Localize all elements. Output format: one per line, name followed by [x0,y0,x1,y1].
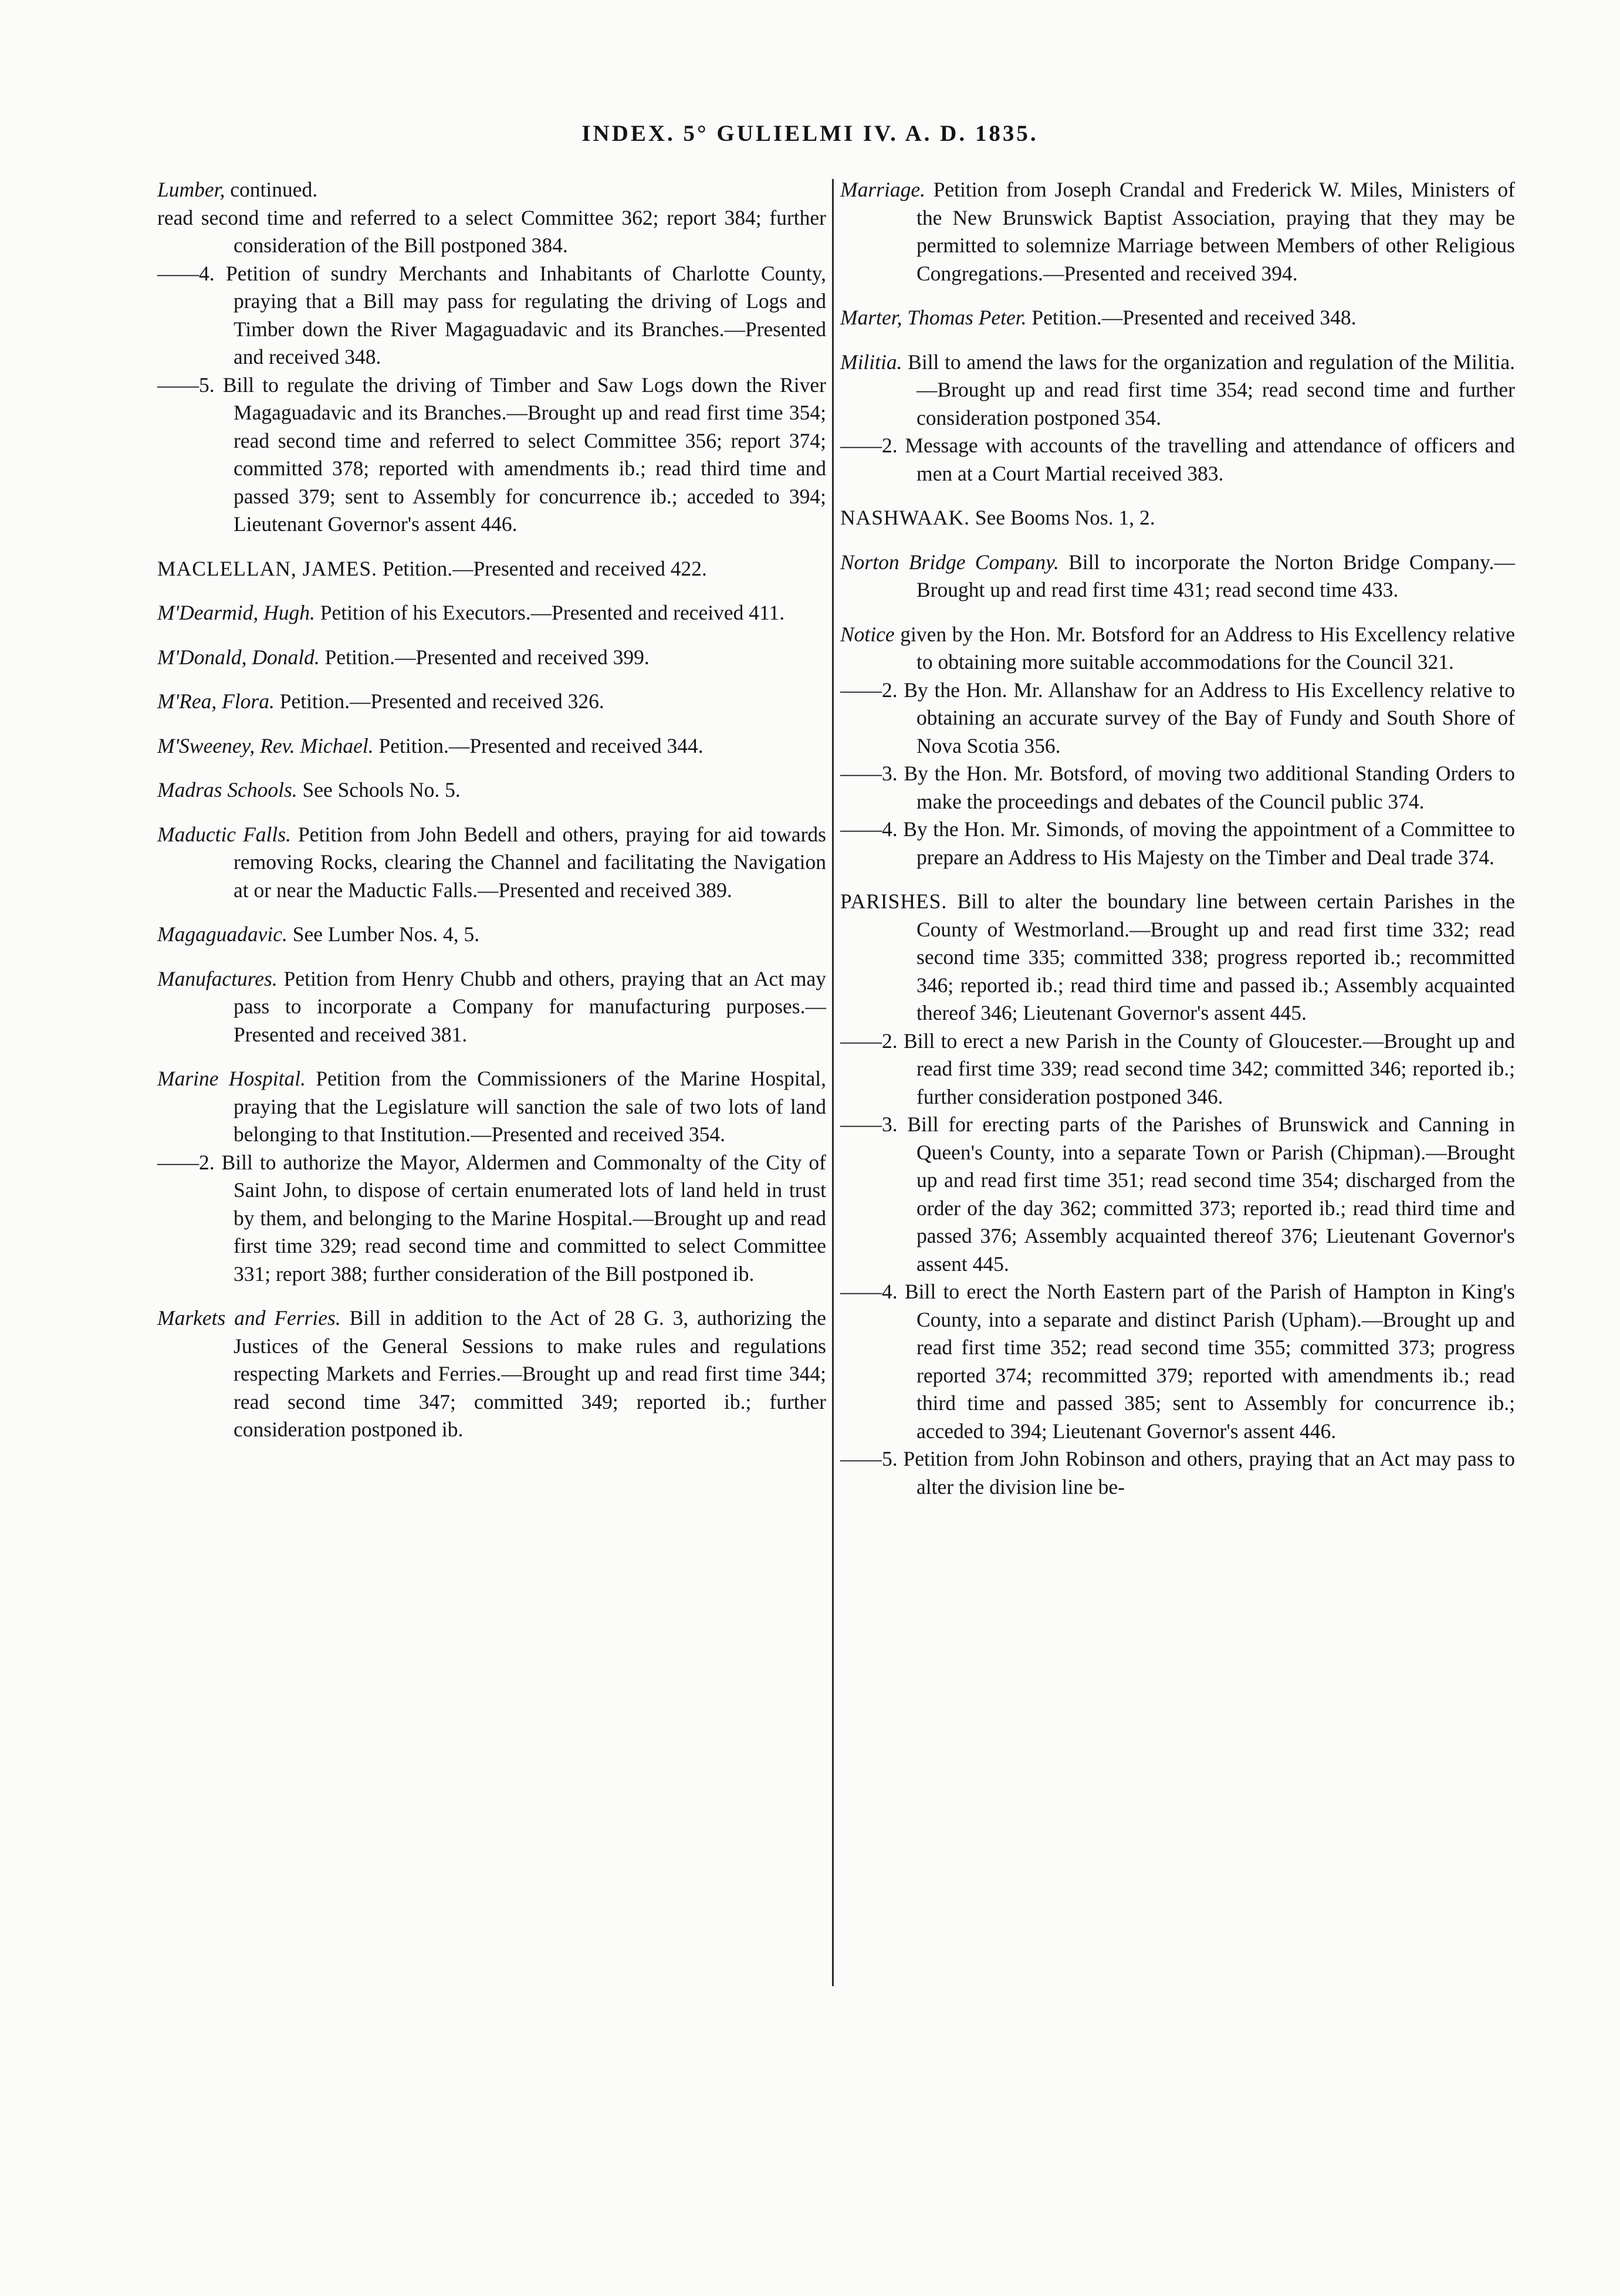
index-entry [157,1149,826,1289]
entry-heading: Notice [840,622,895,646]
index-entry [840,349,1515,432]
index-entry [157,688,826,716]
entry-heading: Manufactures. [157,966,278,990]
entry-heading: M'Dearmid, Hugh. [157,601,315,624]
index-entry [157,371,826,539]
entry-text: See Booms Nos. 1, 2. [970,506,1155,529]
entry-heading: Marine Hospital. [157,1067,306,1090]
entry-text: Petition from John Bedell and others, praying for aid towards removing Rocks, clearing the Channel and facilitating the Navigation at or near the Maductic Falls.—Presented and received 389. [234,822,826,902]
entry-heading: M'Donald, Donald. [157,645,320,669]
entry-heading: Militia. [840,350,902,374]
index-entry [157,1065,826,1149]
entry-text: Petition.—Presented and received 399. [319,645,650,669]
entry-heading: Magaguadavic. [157,922,288,946]
index-entry [157,204,826,260]
entry-text: See Lumber Nos. 4, 5. [287,922,480,946]
entry-text: ——4. Petition of sundry Merchants and Inhabitants of Charlotte County, praying that a Bill may pass for regulating the driving of Logs and Timber down the River Magaguadavic and its Branches.—Presented and received 348. [157,261,826,368]
index-entry [840,176,1515,288]
entry-text: Petition from the Commissioners of the Marine Hospital, praying that the Legislature will sanction the sale of two lots of land belonging to that Institution.—Presented and received 354. [234,1067,826,1146]
entry-text: Petition from Henry Chubb and others, praying that an Act may pass to incorporate a Company for manufacturing purposes.—Presented and received 381. [234,966,826,1046]
entry-text: Petition.—Presented and received 344. [373,733,704,758]
index-entry [157,821,826,905]
entry-text: Bill to incorporate the Norton Bridge Company.—Brought up and read first time 431; read second time 433. [916,550,1516,601]
index-entry [157,732,826,760]
index-entry [157,965,826,1049]
index-entry [157,776,826,804]
entry-text: ——5. Petition from John Robinson and others, praying that an Act may pass to alter the division line be- [840,1447,1515,1499]
index-entry [157,644,826,672]
entry-text: ——2. Bill to erect a new Parish in the County of Gloucester.—Brought up and read first time 339; read second time 342; committed 346; reported ib.; further consideration postponed 346. [840,1029,1515,1108]
entry-heading: M'Rea, Flora. [157,689,275,713]
index-entry [157,1304,826,1444]
entry-text: ——2. Bill to authorize the Mayor, Aldermen and Commonalty of the City of Saint John, to dispose of certain enumerated lots of land held in trust by them, and belonging to the Marine Hospital.—Brought up and read first time 329; read second time and committed to select Committee 331; report 388; further consideration of the Bill postponed ib. [157,1150,826,1286]
index-entry [840,1278,1515,1445]
index-entry [840,816,1515,871]
column-divider [832,179,834,1986]
entry-heading: M'Sweeney, Rev. Michael. [157,733,374,758]
index-entry [157,176,826,204]
entry-heading: Markets and Ferries. [157,1306,341,1330]
left-column [157,176,826,1460]
entry-text: Petition.—Presented and received 326. [274,689,604,713]
entry-text: Petition.—Presented and received 348. [1026,306,1357,329]
entry-text: Bill in addition to the Act of 28 G. 3, authorizing the Justices of the General Sessions to make rules and regulations respecting Markets and Ferries.—Brought up and read first time 344; read second time 347; committed 349; reported ib.; further consideration postponed ib. [234,1306,826,1441]
entry-text: ——2. By the Hon. Mr. Allanshaw for an Address to His Excellency relative to obtaining an accurate survey of the Bay of Fundy and South Shore of Nova Scotia 356. [840,678,1515,758]
index-entry [840,621,1515,677]
entry-text: ——4. Bill to erect the North Eastern part of the Parish of Hampton in King's County, into a separate and distinct Parish (Upham).—Brought up and read first time 352; read second time 355; committed 373; progress reported 374; recommitted 379; reported with amendments ib.; read third time and passed 385; sent to Assembly for concurrence ib.; acceded to 394; Lieutenant Governor's assent 446. [840,1280,1515,1443]
right-column [840,176,1515,1517]
index-entry [157,921,826,949]
index-entry [840,504,1515,532]
index-entry [840,549,1515,604]
entry-text: Petition of his Executors.—Presented and received 411. [314,601,785,624]
entry-text: continued. [225,178,318,201]
index-entry [840,677,1515,760]
index-entry [840,888,1515,1027]
entry-text: read second time and referred to a select Committee 362; report 384; further consideration of the Bill postponed 384. [157,205,826,257]
entry-text: ——4. By the Hon. Mr. Simonds, of moving the appointment of a Committee to prepare an Address to His Majesty on the Timber and Deal trade 374. [840,817,1515,869]
entry-heading: Lumber, [157,178,225,201]
entry-heading: MACLELLAN, JAMES. [157,556,377,580]
index-entry [840,1027,1515,1111]
entry-text: ——3. By the Hon. Mr. Botsford, of moving two additional Standing Orders to make the proceedings and debates of the Council public 374. [840,762,1515,813]
index-entry [157,555,826,583]
index-entry [157,260,826,371]
entry-heading: Marter, Thomas Peter. [840,306,1027,329]
page-header: INDEX. 5° GULIELMI IV. A. D. 1835. [581,121,1039,146]
entry-text: ——3. Bill for erecting parts of the Parishes of Brunswick and Canning in Queen's County, into a separate Town or Parish (Chipman).—Brought up and read first time 351; read second time 354; discharged from the order of the day 362; committed 373; reported ib.; read third time and passed 376; Assembly acquainted thereof 376; Lieutenant Governor's assent 445. [840,1113,1515,1276]
index-entry [840,1111,1515,1278]
entry-heading: PARISHES. [840,890,948,913]
entry-heading: Marriage. [840,178,925,201]
entry-text: Bill to amend the laws for the organization and regulation of the Militia.—Brought up and read first time 354; read second time and further consideration postponed 354. [902,350,1515,430]
entry-text: ——2. Message with accounts of the travelling and attendance of officers and men at a Court Martial received 383. [840,434,1515,485]
entry-text: Petition.—Presented and received 422. [377,556,707,580]
entry-text: given by the Hon. Mr. Botsford for an Address to His Excellency relative to obtaining more suitable accommodations for the Council 321. [894,622,1515,674]
entry-text: Bill to alter the boundary line between certain Parishes in the County of Westmorland.—Brought up and read first time 332; read second time 335; committed 338; progress reported ib.; recommitted 346; reported ib.; read third time and passed ib.; Assembly acquainted thereof 346; Lieutenant Governor's assent 445. [916,890,1515,1024]
index-entry [840,1445,1515,1501]
index-entry [840,760,1515,816]
entry-heading: Maductic Falls. [157,822,291,846]
entry-text: ——5. Bill to regulate the driving of Timber and Saw Logs down the River Magaguadavic and its Branches.—Brought up and read first time 354; read second time and referred to select Committee 356; report 374; committed 378; reported with amendments ib.; read third time and passed 379; sent to Assembly for concurrence ib.; acceded to 394; Lieutenant Governor's assent 446. [157,373,826,536]
entry-heading: NASHWAAK. [840,506,970,529]
entry-heading: Madras Schools. [157,778,297,802]
index-entry [840,304,1515,332]
index-entry [840,432,1515,488]
entry-text: Petition from Joseph Crandal and Frederick W. Miles, Ministers of the New Brunswick Baptist Association, praying that they may be permitted to solemnize Marriage between Members of other Religious Congregations.—Presented and received 394. [916,178,1515,285]
entry-text: See Schools No. 5. [297,778,461,802]
entry-heading: Norton Bridge Company. [840,550,1059,574]
index-entry [157,599,826,627]
